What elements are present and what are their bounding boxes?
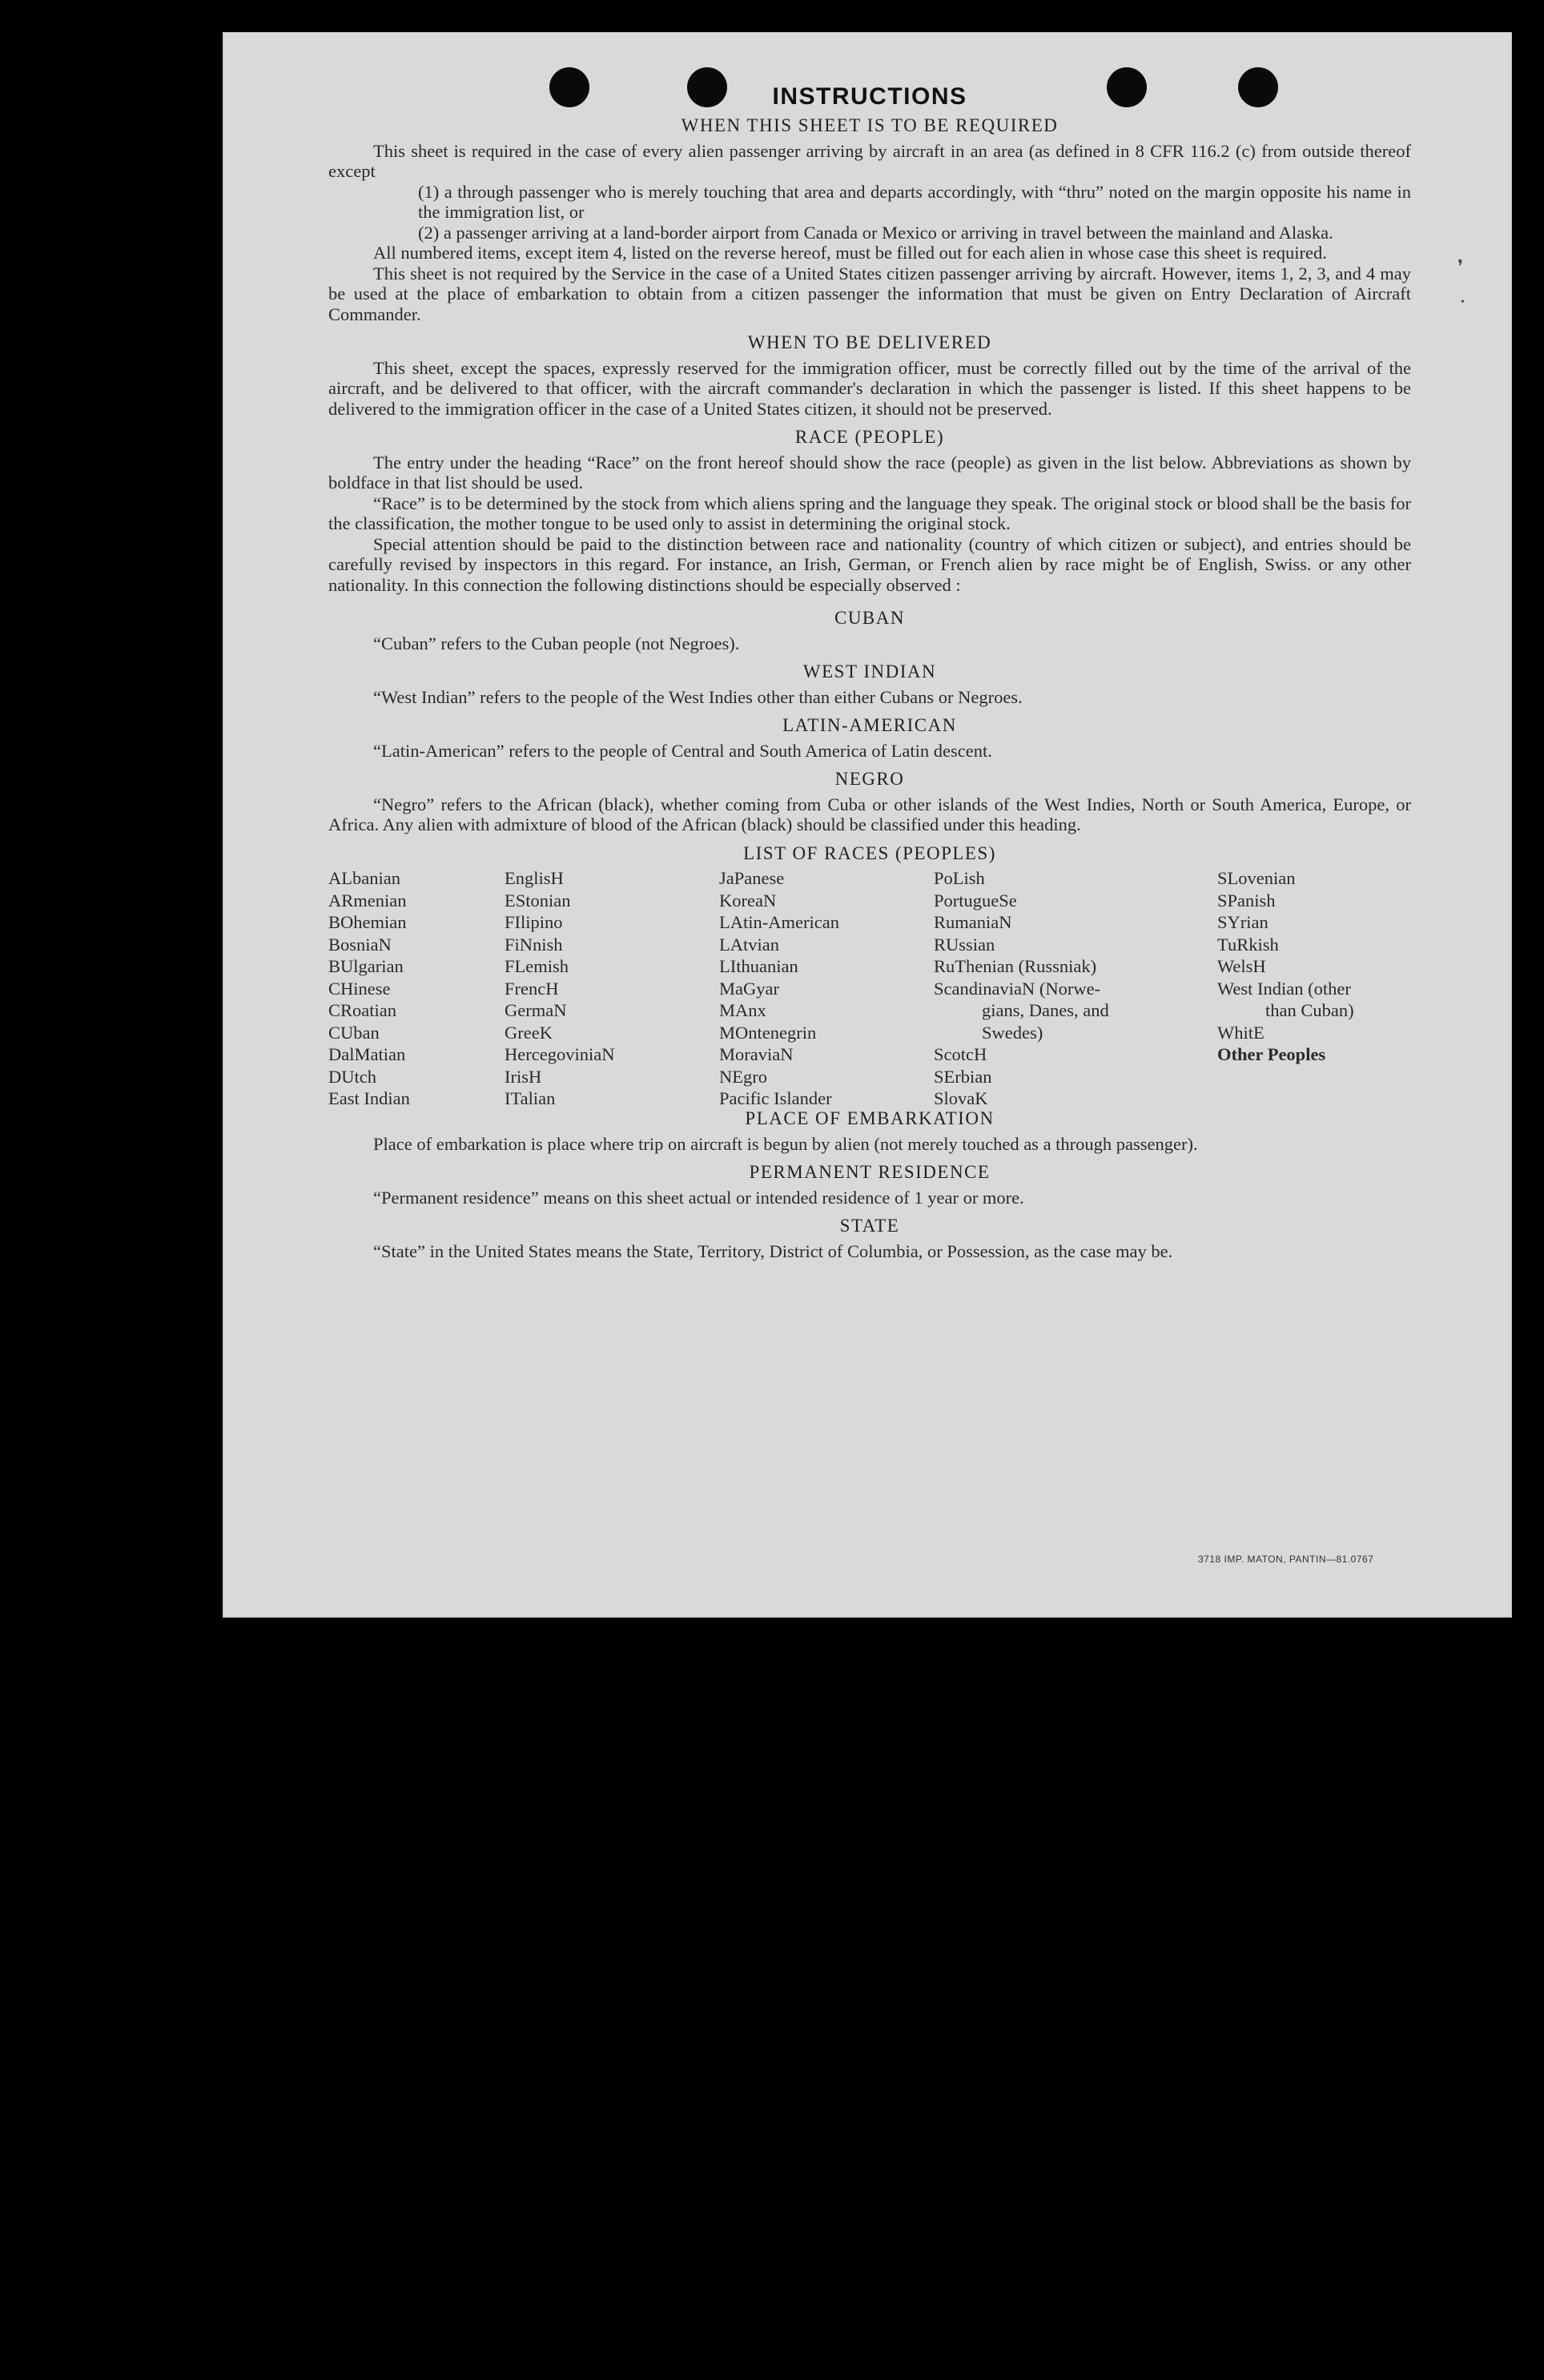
paragraph: “State” in the United States means the State, Territory, District of Columbia, or Possession, as the case may be. xyxy=(373,1240,1173,1261)
race-entry: RumaniaN xyxy=(934,912,1012,932)
paragraph: The entry under the heading “Race” on the front hereof should show the race (people) as given in the list below. Abbreviations as shown by boldface in that list should be used. xyxy=(328,452,1411,492)
paragraph: “Cuban” refers to the Cuban people (not Negroes). xyxy=(373,633,740,653)
margin-mark: • xyxy=(1461,296,1465,308)
race-entry: FIlipino xyxy=(505,912,563,932)
section-heading-residence: PERMANENT RESIDENCE xyxy=(749,1162,991,1182)
race-entry: BOhemian xyxy=(328,912,407,932)
race-entry: EStonian xyxy=(505,890,571,911)
race-entry: GreeK xyxy=(505,1022,553,1043)
races-column-3 xyxy=(719,868,839,1111)
section-heading-negro: NEGRO xyxy=(834,769,905,789)
paragraph: This sheet is not required by the Service in the case of a United States citizen passenger arriving by aircraft. However, items 1, 2, 3, and 4 may be used at the place of embarkation to obtain from a citizen passenger the information that must be given on Entry Declaration of Aircraft Commander. xyxy=(328,263,1411,324)
race-entry: LAtin-American xyxy=(719,912,839,932)
race-entry: SPanish xyxy=(1217,890,1276,911)
list-item: (1) a through passenger who is merely touching that area and departs accordingly, with “thru” noted on the margin opposite his name in the immigration list, or xyxy=(418,181,1411,222)
race-entry: RUssian xyxy=(934,934,995,955)
race-entry: than Cuban) xyxy=(1265,1000,1354,1020)
race-entry: PoLish xyxy=(934,868,985,888)
race-entry: SErbian xyxy=(934,1066,992,1087)
race-entry: DUtch xyxy=(328,1066,376,1087)
race-entry: CUban xyxy=(328,1022,380,1043)
paragraph: This sheet is required in the case of every alien passenger arriving by aircraft in an area (as defined in 8 CFR 116.2 (c) from outside thereof except xyxy=(328,140,1411,181)
race-entry: CHinese xyxy=(328,978,391,999)
race-entry: ALbanian xyxy=(328,868,400,888)
race-entry: FiNnish xyxy=(505,934,563,955)
race-entry: WhitE xyxy=(1217,1022,1265,1043)
paragraph: All numbered items, except item 4, listed on the reverse hereof, must be filled out for each alien in whose case this sheet is required. xyxy=(373,243,1327,263)
race-entry: gians, Danes, and xyxy=(982,1000,1109,1020)
race-entry: IrisH xyxy=(505,1066,542,1087)
section-heading-west-indian: WEST INDIAN xyxy=(802,661,937,681)
paragraph: “Negro” refers to the African (black), whether coming from Cuba or other islands of the West Indies, North or South America, Europe, or Africa. Any alien with admixture of blood of the African (black) should be classified under this heading. xyxy=(328,794,1411,834)
race-entry: FrencH xyxy=(505,978,559,999)
paragraph: Special attention should be paid to the distinction between race and nationality (country of which citizen or subject), and entries should be carefully revised by inspectors in this regard. For instance, an Irish, German, or French alien by race might be of English, Swiss. or any other nationality. In this connection the following distinctions should be especially observed : xyxy=(328,533,1411,595)
race-entry: DalMatian xyxy=(328,1044,406,1064)
section-heading-when-required: WHEN THIS SHEET IS TO BE REQUIRED xyxy=(681,115,1059,135)
race-entry: SLovenian xyxy=(1217,868,1296,888)
section-heading-embarkation: PLACE OF EMBARKATION xyxy=(745,1108,995,1128)
paragraph: Place of embarkation is place where trip on aircraft is begun by alien (not merely touched as a through passenger). xyxy=(373,1133,1198,1154)
paragraph: This sheet, except the spaces, expressly reserved for the immigration officer, must be correctly filled out by the time of the arrival of the aircraft, and be delivered to that officer, with the aircraft commander's declaration in which the passenger is listed. If this sheet happens to be delivered to the immigration officer in the case of a United States citizen, it should not be preserved. xyxy=(328,357,1411,419)
race-entry: MaGyar xyxy=(719,978,779,999)
paragraph: “Race” is to be determined by the stock from which aliens spring and the language they speak. The original stock or blood shall be the basis for the classification, the mother tongue to be used only to assist in determining the original stock. xyxy=(328,492,1411,533)
races-column-5 xyxy=(1217,868,1354,1067)
paragraph: “Permanent residence” means on this sheet actual or intended residence of 1 year or more. xyxy=(373,1187,1024,1208)
section-heading-latin-american: LATIN-AMERICAN xyxy=(782,715,957,735)
paragraph: “Latin-American” refers to the people of Central and South America of Latin descent. xyxy=(373,740,992,761)
race-entry: Other Peoples xyxy=(1217,1044,1326,1064)
race-entry: HercegoviniaN xyxy=(505,1044,615,1064)
page-title: INSTRUCTIONS xyxy=(772,83,967,110)
paragraph: “West Indian” refers to the people of the West Indies other than either Cubans or Negroes. xyxy=(373,686,1023,707)
list-item: (2) a passenger arriving at a land-border airport from Canada or Mexico or arriving in travel between the mainland and Alaska. xyxy=(418,222,1333,243)
section-heading-when-delivered: WHEN TO BE DELIVERED xyxy=(747,332,992,352)
print-code: 3718 IMP. MATON, PANTIN—81.0767 xyxy=(1198,1554,1374,1565)
races-column-2 xyxy=(505,868,614,1111)
race-entry: ScotcH xyxy=(934,1044,987,1064)
races-column-1 xyxy=(328,868,410,1111)
race-entry: LAtvian xyxy=(719,934,779,955)
margin-mark: ❜ xyxy=(1458,256,1464,276)
race-entry: MoraviaN xyxy=(719,1044,794,1064)
race-entry: LIthuanian xyxy=(719,956,798,976)
races-column-4 xyxy=(934,868,1109,1111)
section-heading-list-of-races: LIST OF RACES (PEOPLES) xyxy=(743,842,996,863)
race-entry: KoreaN xyxy=(719,890,777,911)
instructions-content xyxy=(328,83,1411,1261)
race-entry: Swedes) xyxy=(982,1022,1043,1043)
race-entry: MAnx xyxy=(719,1000,766,1020)
race-entry: East Indian xyxy=(328,1088,410,1108)
section-heading-cuban: CUBAN xyxy=(834,608,905,628)
race-entry: Pacific Islander xyxy=(719,1088,832,1108)
section-heading-state: STATE xyxy=(839,1216,900,1236)
race-entry: ITalian xyxy=(505,1088,556,1108)
race-entry: FLemish xyxy=(505,956,569,976)
section-heading-race: RACE (PEOPLE) xyxy=(794,427,945,447)
race-entry: GermaN xyxy=(505,1000,567,1020)
race-entry: RuThenian (Russniak) xyxy=(934,956,1097,976)
race-entry: ScandinaviaN (Norwe- xyxy=(934,978,1101,999)
race-entry: SlovaK xyxy=(934,1088,988,1108)
race-entry: EnglisH xyxy=(505,868,564,888)
race-entry: MOntenegrin xyxy=(719,1022,817,1043)
document-sheet xyxy=(223,32,1512,1618)
race-entry: JaPanese xyxy=(719,868,785,888)
race-entry: CRoatian xyxy=(328,1000,396,1020)
race-entry: WelsH xyxy=(1217,956,1266,976)
race-entry: SYrian xyxy=(1217,912,1269,932)
race-entry: NEgro xyxy=(719,1066,767,1087)
races-list xyxy=(328,868,1411,1108)
race-entry: BosniaN xyxy=(328,934,392,955)
race-entry: PortugueSe xyxy=(934,890,1017,911)
race-entry: ARmenian xyxy=(328,890,407,911)
race-entry: TuRkish xyxy=(1217,934,1279,955)
race-entry: BUlgarian xyxy=(328,956,404,976)
race-entry: West Indian (other xyxy=(1217,978,1351,999)
